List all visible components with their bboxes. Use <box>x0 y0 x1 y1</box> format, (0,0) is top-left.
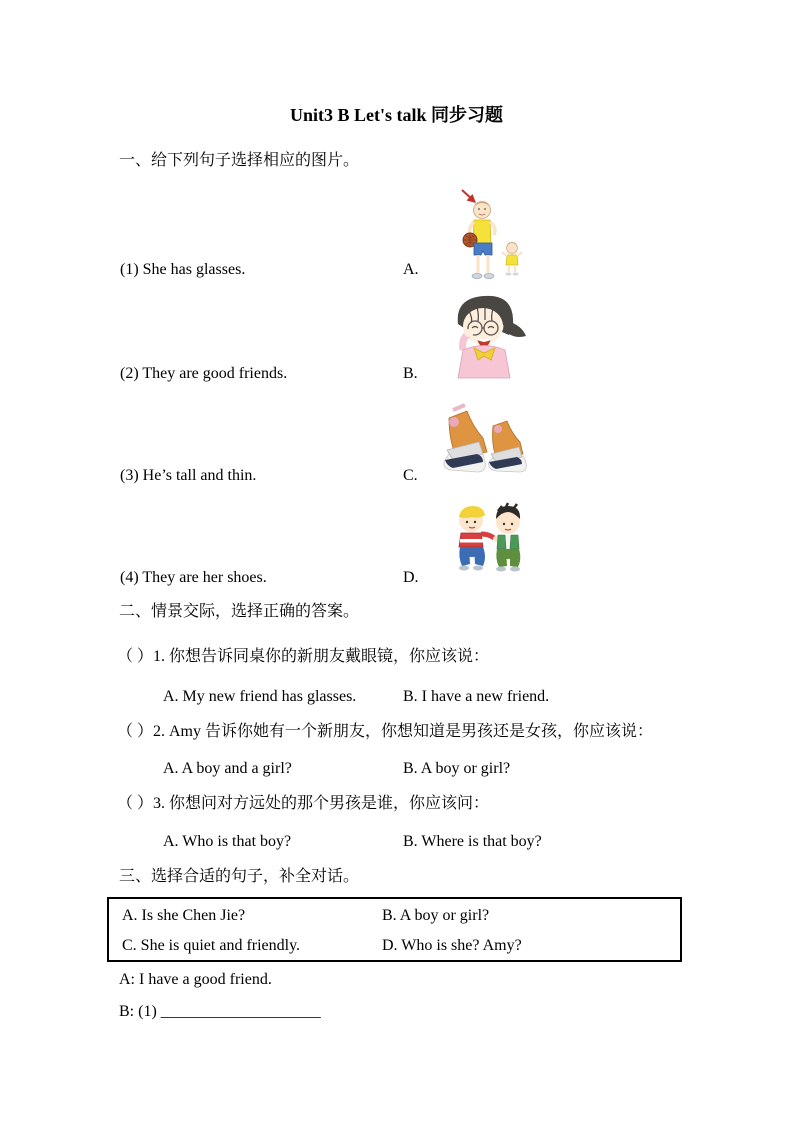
question-1-prompt: （ ）1. 你想告诉同桌你的新朋友戴眼镜，你应该说： <box>117 648 490 665</box>
picture-b-girl-glasses-icon <box>438 288 532 382</box>
match-sentence-1: (1) She has glasses. <box>120 261 246 278</box>
section2-heading: 二、情景交际，选择正确的答案。 <box>119 603 360 620</box>
question-1-option-a: A. My new friend has glasses. <box>163 688 357 705</box>
question-2-prompt: （ ）2. Amy 告诉你她有一个新朋友，你想知道是男孩还是女孩，你应该说： <box>117 723 654 740</box>
picture-d-two-boys-icon <box>447 502 533 576</box>
match-letter-d: D. <box>403 569 419 586</box>
question-3-option-b: B. Where is that boy? <box>403 833 542 850</box>
picture-a-boy-basketball-icon <box>448 186 530 284</box>
match-letter-c: C. <box>403 467 418 484</box>
box-option-b: B. A boy or girl? <box>382 907 490 924</box>
section1-heading: 一、给下列句子选择相应的图片。 <box>119 152 360 169</box>
question-3-prompt: （ ）3. 你想问对方远处的那个男孩是谁，你应该问： <box>117 795 490 812</box>
match-letter-b: B. <box>403 365 418 382</box>
box-option-d: D. Who is she? Amy? <box>382 937 522 954</box>
box-option-a: A. Is she Chen Jie? <box>122 907 246 924</box>
question-2-option-a: A. A boy and a girl? <box>163 760 292 777</box>
picture-c-sneakers-icon <box>427 398 533 480</box>
section3-heading: 三、选择合适的句子，补全对话。 <box>119 868 360 885</box>
sentence-choice-box <box>107 897 682 962</box>
match-sentence-2: (2) They are good friends. <box>120 365 288 382</box>
match-sentence-3: (3) He’s tall and thin. <box>120 467 257 484</box>
dialogue-line-a: A: I have a good friend. <box>119 971 272 988</box>
box-option-c: C. She is quiet and friendly. <box>122 937 301 954</box>
match-sentence-4: (4) They are her shoes. <box>120 569 267 586</box>
page-title: Unit3 B Let's talk 同步习题 <box>289 105 503 125</box>
dialogue-line-b-blank: B: (1) ____________________ <box>119 1003 321 1020</box>
match-letter-a: A. <box>403 261 419 278</box>
question-2-option-b: B. A boy or girl? <box>403 760 511 777</box>
question-3-option-a: A. Who is that boy? <box>163 833 292 850</box>
question-1-option-b: B. I have a new friend. <box>403 688 550 705</box>
